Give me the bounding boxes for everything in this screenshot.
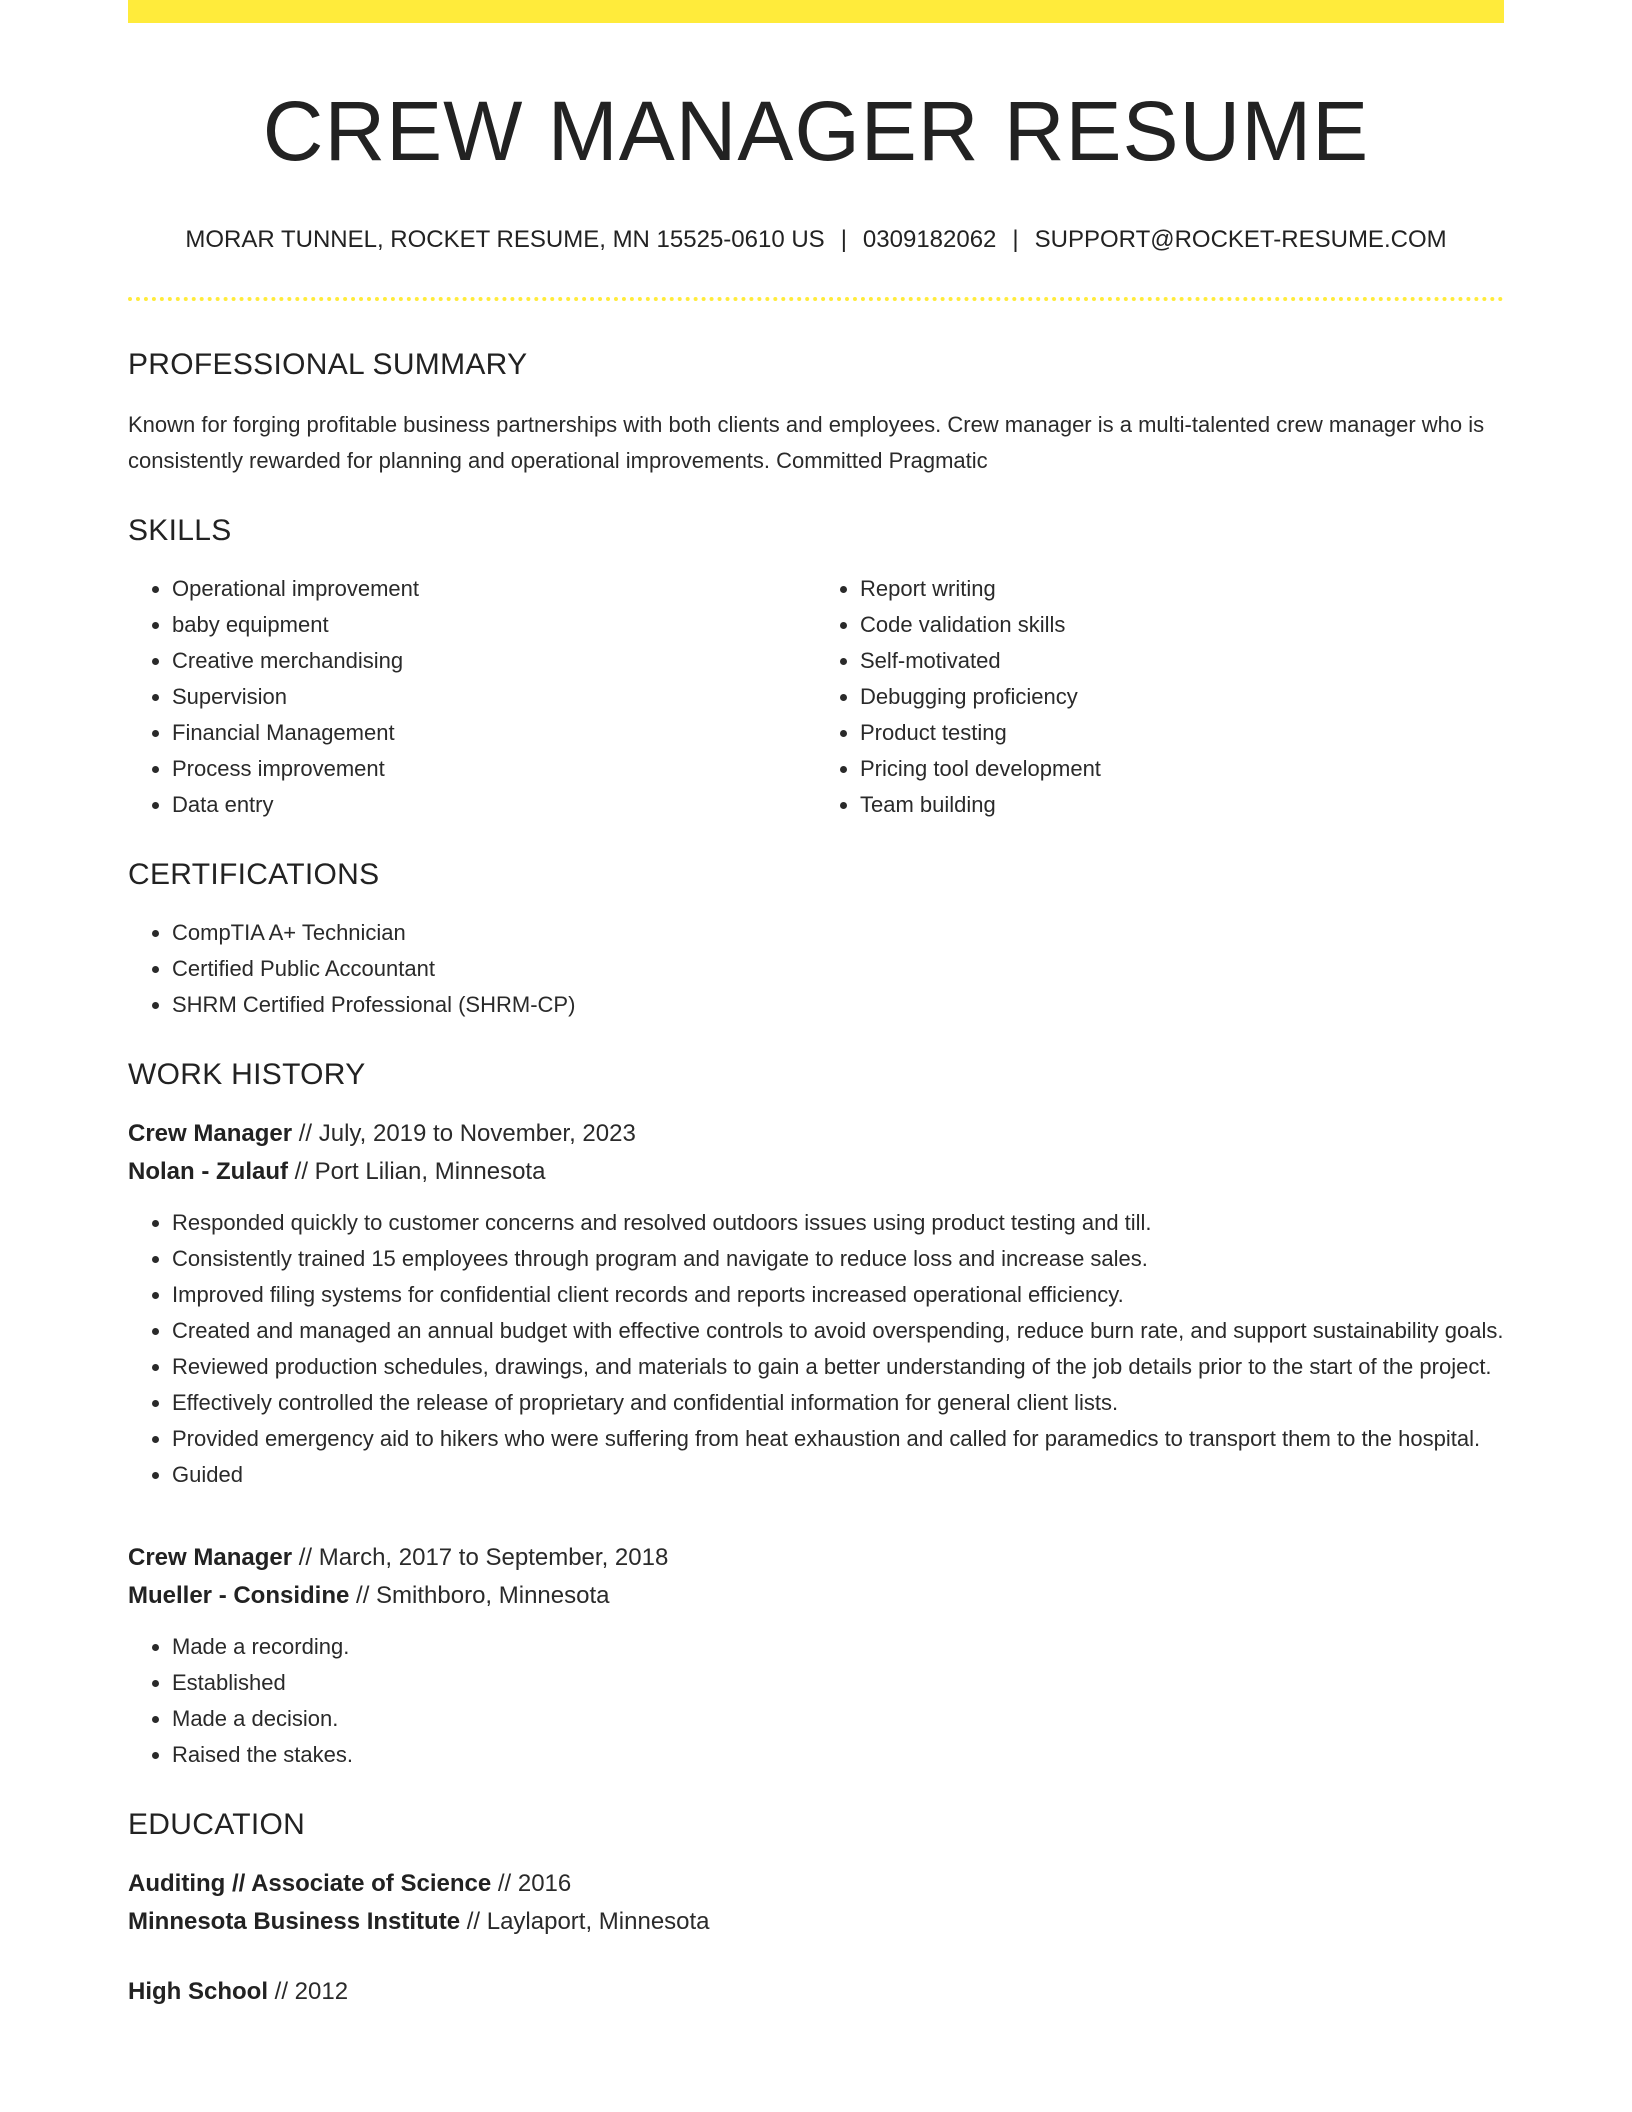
skill-item: • baby equipment	[172, 607, 816, 643]
job-bullet: • Provided emergency aid to hikers who were suffering from heat exhaustion and called for paramedics to transport them to the hospital.	[172, 1421, 1504, 1457]
dotted-divider	[128, 297, 1504, 301]
certification-item: • SHRM Certified Professional (SHRM-CP)	[172, 987, 1504, 1023]
job-location: // Smithboro, Minnesota	[349, 1581, 610, 1609]
job-entry	[128, 1115, 1504, 1493]
job-title: Crew Manager	[128, 1119, 293, 1147]
summary-text: Known for forging profitable business partnerships with both clients and employees. Crew manager is a multi-talented crew manager who is consistently rewarded for planning and operational improvements. Committed Pragmatic	[128, 411, 1485, 473]
job-location: // Port Lilian, Minnesota	[287, 1157, 546, 1185]
contact-email[interactable]: SUPPORT@ROCKET-RESUME.COM	[1034, 226, 1447, 254]
job-entry	[128, 1539, 1504, 1773]
certifications-heading: CERTIFICATIONS	[128, 857, 380, 891]
certifications-list	[128, 915, 1504, 1023]
contact-separator: |	[840, 226, 847, 254]
skill-item: • Creative merchandising	[172, 643, 816, 679]
skill-item: • Supervision	[172, 679, 816, 715]
education-year: // 2016	[491, 1869, 572, 1897]
job-company-line	[128, 1577, 1504, 1615]
skill-item: • Product testing	[860, 715, 1504, 751]
job-title: Crew Manager	[128, 1543, 293, 1571]
skills-list-right	[816, 571, 1504, 823]
education-degree-line	[128, 1973, 1504, 2011]
job-bullets	[128, 1629, 1504, 1773]
education-location: // Laylaport, Minnesota	[460, 1907, 710, 1935]
job-dates: // March, 2017 to September, 2018	[292, 1543, 669, 1571]
skill-item: • Operational improvement	[172, 571, 816, 607]
contact-separator: |	[1012, 226, 1019, 254]
work-history-heading: WORK HISTORY	[128, 1057, 366, 1091]
job-company: Mueller - Considine	[128, 1581, 350, 1609]
job-title-line	[128, 1115, 1504, 1153]
skill-item: • Data entry	[172, 787, 816, 823]
job-company: Nolan - Zulauf	[128, 1157, 288, 1185]
skills-list-left	[128, 571, 816, 823]
job-bullet: • Improved filing systems for confidential client records and reports increased operational efficiency.	[172, 1277, 1504, 1313]
skill-item: • Team building	[860, 787, 1504, 823]
job-bullet: • Made a recording.	[172, 1629, 1504, 1665]
skills-heading: SKILLS	[128, 513, 232, 547]
job-company-line	[128, 1153, 1504, 1191]
certification-item: • CompTIA A+ Technician	[172, 915, 1504, 951]
job-bullet: • Established	[172, 1665, 1504, 1701]
education-degree: High School	[128, 1977, 268, 2005]
job-bullet: • Responded quickly to customer concerns and resolved outdoors issues using product testing and till.	[172, 1205, 1504, 1241]
education-school: Minnesota Business Institute	[128, 1907, 461, 1935]
job-bullet: • Reviewed production schedules, drawings, and materials to gain a better understanding of the job details prior to the start of the project.	[172, 1349, 1504, 1385]
work-history-section	[128, 1057, 1504, 1773]
job-bullet: • Guided	[172, 1457, 1504, 1493]
job-bullet: • Made a decision.	[172, 1701, 1504, 1737]
skill-item: • Self-motivated	[860, 643, 1504, 679]
skill-item: • Process improvement	[172, 751, 816, 787]
job-bullet: • Raised the stakes.	[172, 1737, 1504, 1773]
job-title-line	[128, 1539, 1504, 1577]
contact-line	[128, 223, 1504, 257]
education-section	[128, 1807, 1504, 2011]
skill-item: • Financial Management	[172, 715, 816, 751]
skill-item: • Debugging proficiency	[860, 679, 1504, 715]
resume-title: CREW MANAGER RESUME	[262, 84, 1370, 178]
job-bullet: • Created and managed an annual budget with effective controls to avoid overspending, reduce burn rate, and support sustainability goals.	[172, 1313, 1504, 1349]
contact-address: MORAR TUNNEL, ROCKET RESUME, MN 15525-0610 US	[185, 226, 825, 254]
skill-item: • Pricing tool development	[860, 751, 1504, 787]
accent-top-bar	[128, 0, 1504, 23]
education-degree-line	[128, 1865, 1504, 1903]
summary-heading: PROFESSIONAL SUMMARY	[128, 347, 528, 381]
certification-item: • Certified Public Accountant	[172, 951, 1504, 987]
education-school-line	[128, 1903, 1504, 1941]
skills-section	[128, 513, 1504, 823]
education-year: // 2012	[268, 1977, 349, 2005]
skill-item: • Code validation skills	[860, 607, 1504, 643]
skill-item: • Report writing	[860, 571, 1504, 607]
resume-page	[128, 0, 1504, 2011]
job-dates: // July, 2019 to November, 2023	[292, 1119, 636, 1147]
education-degree: Auditing // Associate of Science	[128, 1869, 492, 1897]
skills-grid	[128, 571, 1504, 823]
job-bullet: • Effectively controlled the release of proprietary and confidential information for general client lists.	[172, 1385, 1504, 1421]
job-bullets	[128, 1205, 1504, 1493]
certifications-section	[128, 857, 1504, 1023]
job-bullet: • Consistently trained 15 employees through program and navigate to reduce loss and increase sales.	[172, 1241, 1504, 1277]
contact-phone: 0309182062	[862, 226, 997, 254]
education-heading: EDUCATION	[128, 1807, 306, 1841]
